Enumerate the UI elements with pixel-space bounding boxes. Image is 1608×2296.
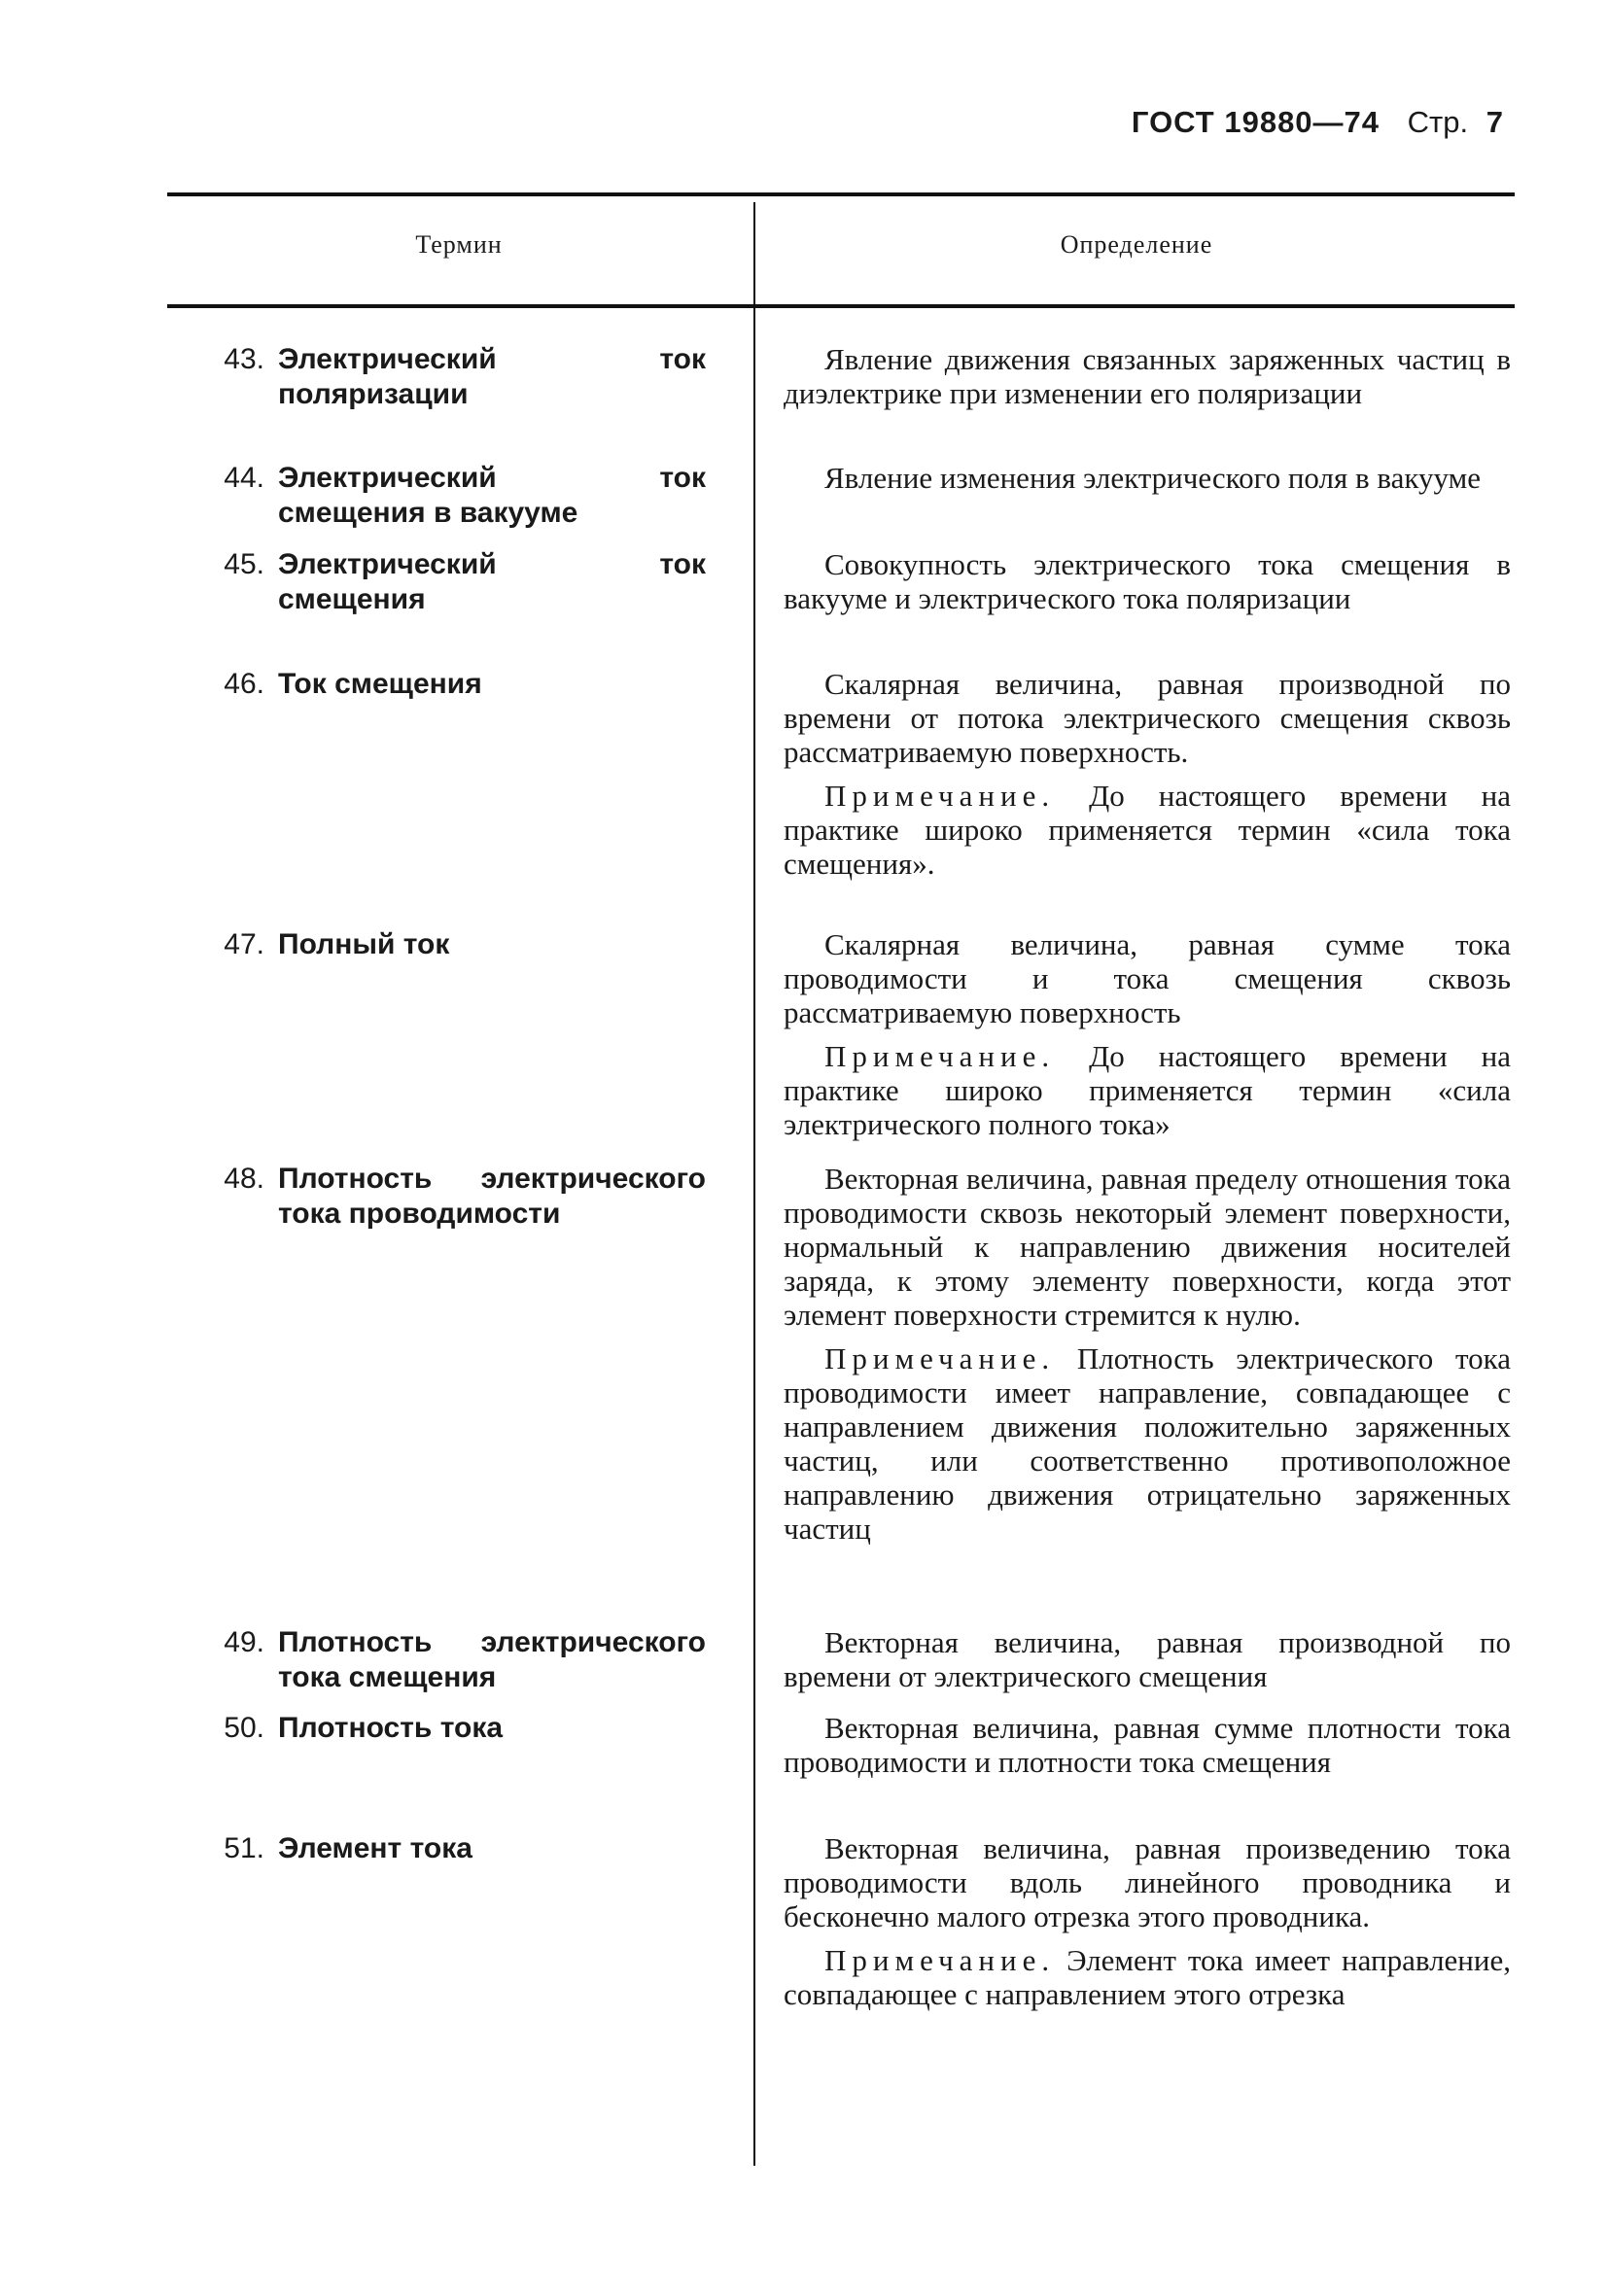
entry-term: Плотность электрического тока проводимости [278,1163,706,1230]
note-label: Примечание. [824,1943,1056,1977]
entry-term: Плотность электрического тока смещения [278,1626,706,1693]
entry-term: Элемент тока [278,1832,472,1864]
table-header-rule [167,304,1515,308]
entry-number: 50. [224,1712,264,1744]
definition-text: Совокупность электрического тока смещения в вакууме и электрического тока поляризации [784,547,1511,615]
entry-term: Электрический ток смещения [278,548,706,615]
definition-text: Скалярная величина, равная производной по времени от потока электрического смещения сквозь рассматриваемую поверхность. [784,667,1511,769]
note-label: Примечание. [824,1341,1056,1375]
entry-term: Электрический ток смещения в вакууме [278,462,706,529]
definition-text: Векторная величина, равная произведению тока проводимости вдоль линейного проводника и бесконечно малого отрезка этого проводника. [784,1831,1511,1933]
entry-definition [784,1162,1511,1546]
page-header [1132,105,1503,140]
column-divider [753,202,755,2166]
entry-number: 43. [224,343,264,375]
entry-term: Электрический ток поляризации [278,343,706,410]
entry-definition [784,461,1511,495]
entry-definition [784,1625,1511,1693]
entry-number: 48. [224,1163,264,1195]
definition-note [784,1039,1511,1141]
entry-definition [784,667,1511,881]
entry-number: 46. [224,668,264,700]
page-label: Стр. [1407,105,1469,139]
entry-term: Плотность тока [278,1712,504,1744]
definition-note [784,779,1511,881]
note-label: Примечание. [824,1039,1056,1073]
definition-text: Скалярная величина, равная сумме тока проводимости и тока смещения сквозь рассматриваемую поверхность [784,927,1511,1029]
entry-definition [784,1711,1511,1779]
standard-number: ГОСТ 19880—74 [1131,105,1381,139]
entry-number: 45. [224,548,264,580]
entry-number: 51. [224,1832,264,1864]
definition-note [784,1341,1511,1546]
note-text: Элемент тока имеет направление, совпадающее с направлением этого отрезка [784,1943,1511,2011]
note-label: Примечание. [824,779,1056,813]
definition-note [784,1943,1511,2011]
table-top-rule [167,192,1515,196]
note-text: До настоящего времени на практике широко применяется термин «сила электрического полного тока» [784,1039,1511,1141]
note-text: Плотность электрического тока проводимости имеет направление, совпадающее с направлением движения положительно заряженных частиц, или соответственно противоположное направлению движения отрицательно заряженных частиц [784,1341,1512,1546]
definition-text: Явление движения связанных заряженных частиц в диэлектрике при изменении его поляризации [784,342,1511,410]
definition-text: Векторная величина, равная пределу отношения тока проводимости сквозь некоторый элемент поверхности, нормальный к направлению движения носителей заряда, к этому элементу поверхности, когда этот элемент поверхности стремится к нулю. [784,1162,1511,1332]
definition-text: Векторная величина, равная производной по времени от электрического смещения [784,1625,1511,1693]
entry-definition [784,927,1511,1141]
note-text: До настоящего времени на практике широко применяется термин «сила тока смещения». [784,779,1511,881]
entry-definition [784,547,1511,615]
column-header-definition: Определение [1060,230,1213,259]
definition-text: Явление изменения электрического поля в вакууме [824,461,1481,495]
entry-term: Полный ток [278,928,450,960]
page-number: 7 [1486,105,1503,139]
definition-text: Векторная величина, равная сумме плотности тока проводимости и плотности тока смещения [784,1711,1511,1779]
entry-definition [784,1831,1511,2011]
entry-definition [784,342,1511,410]
column-header-term: Термин [415,230,503,259]
entry-number: 44. [224,462,264,494]
entry-term: Ток смещения [278,668,482,700]
entry-number: 47. [224,928,264,960]
entry-number: 49. [224,1626,264,1658]
